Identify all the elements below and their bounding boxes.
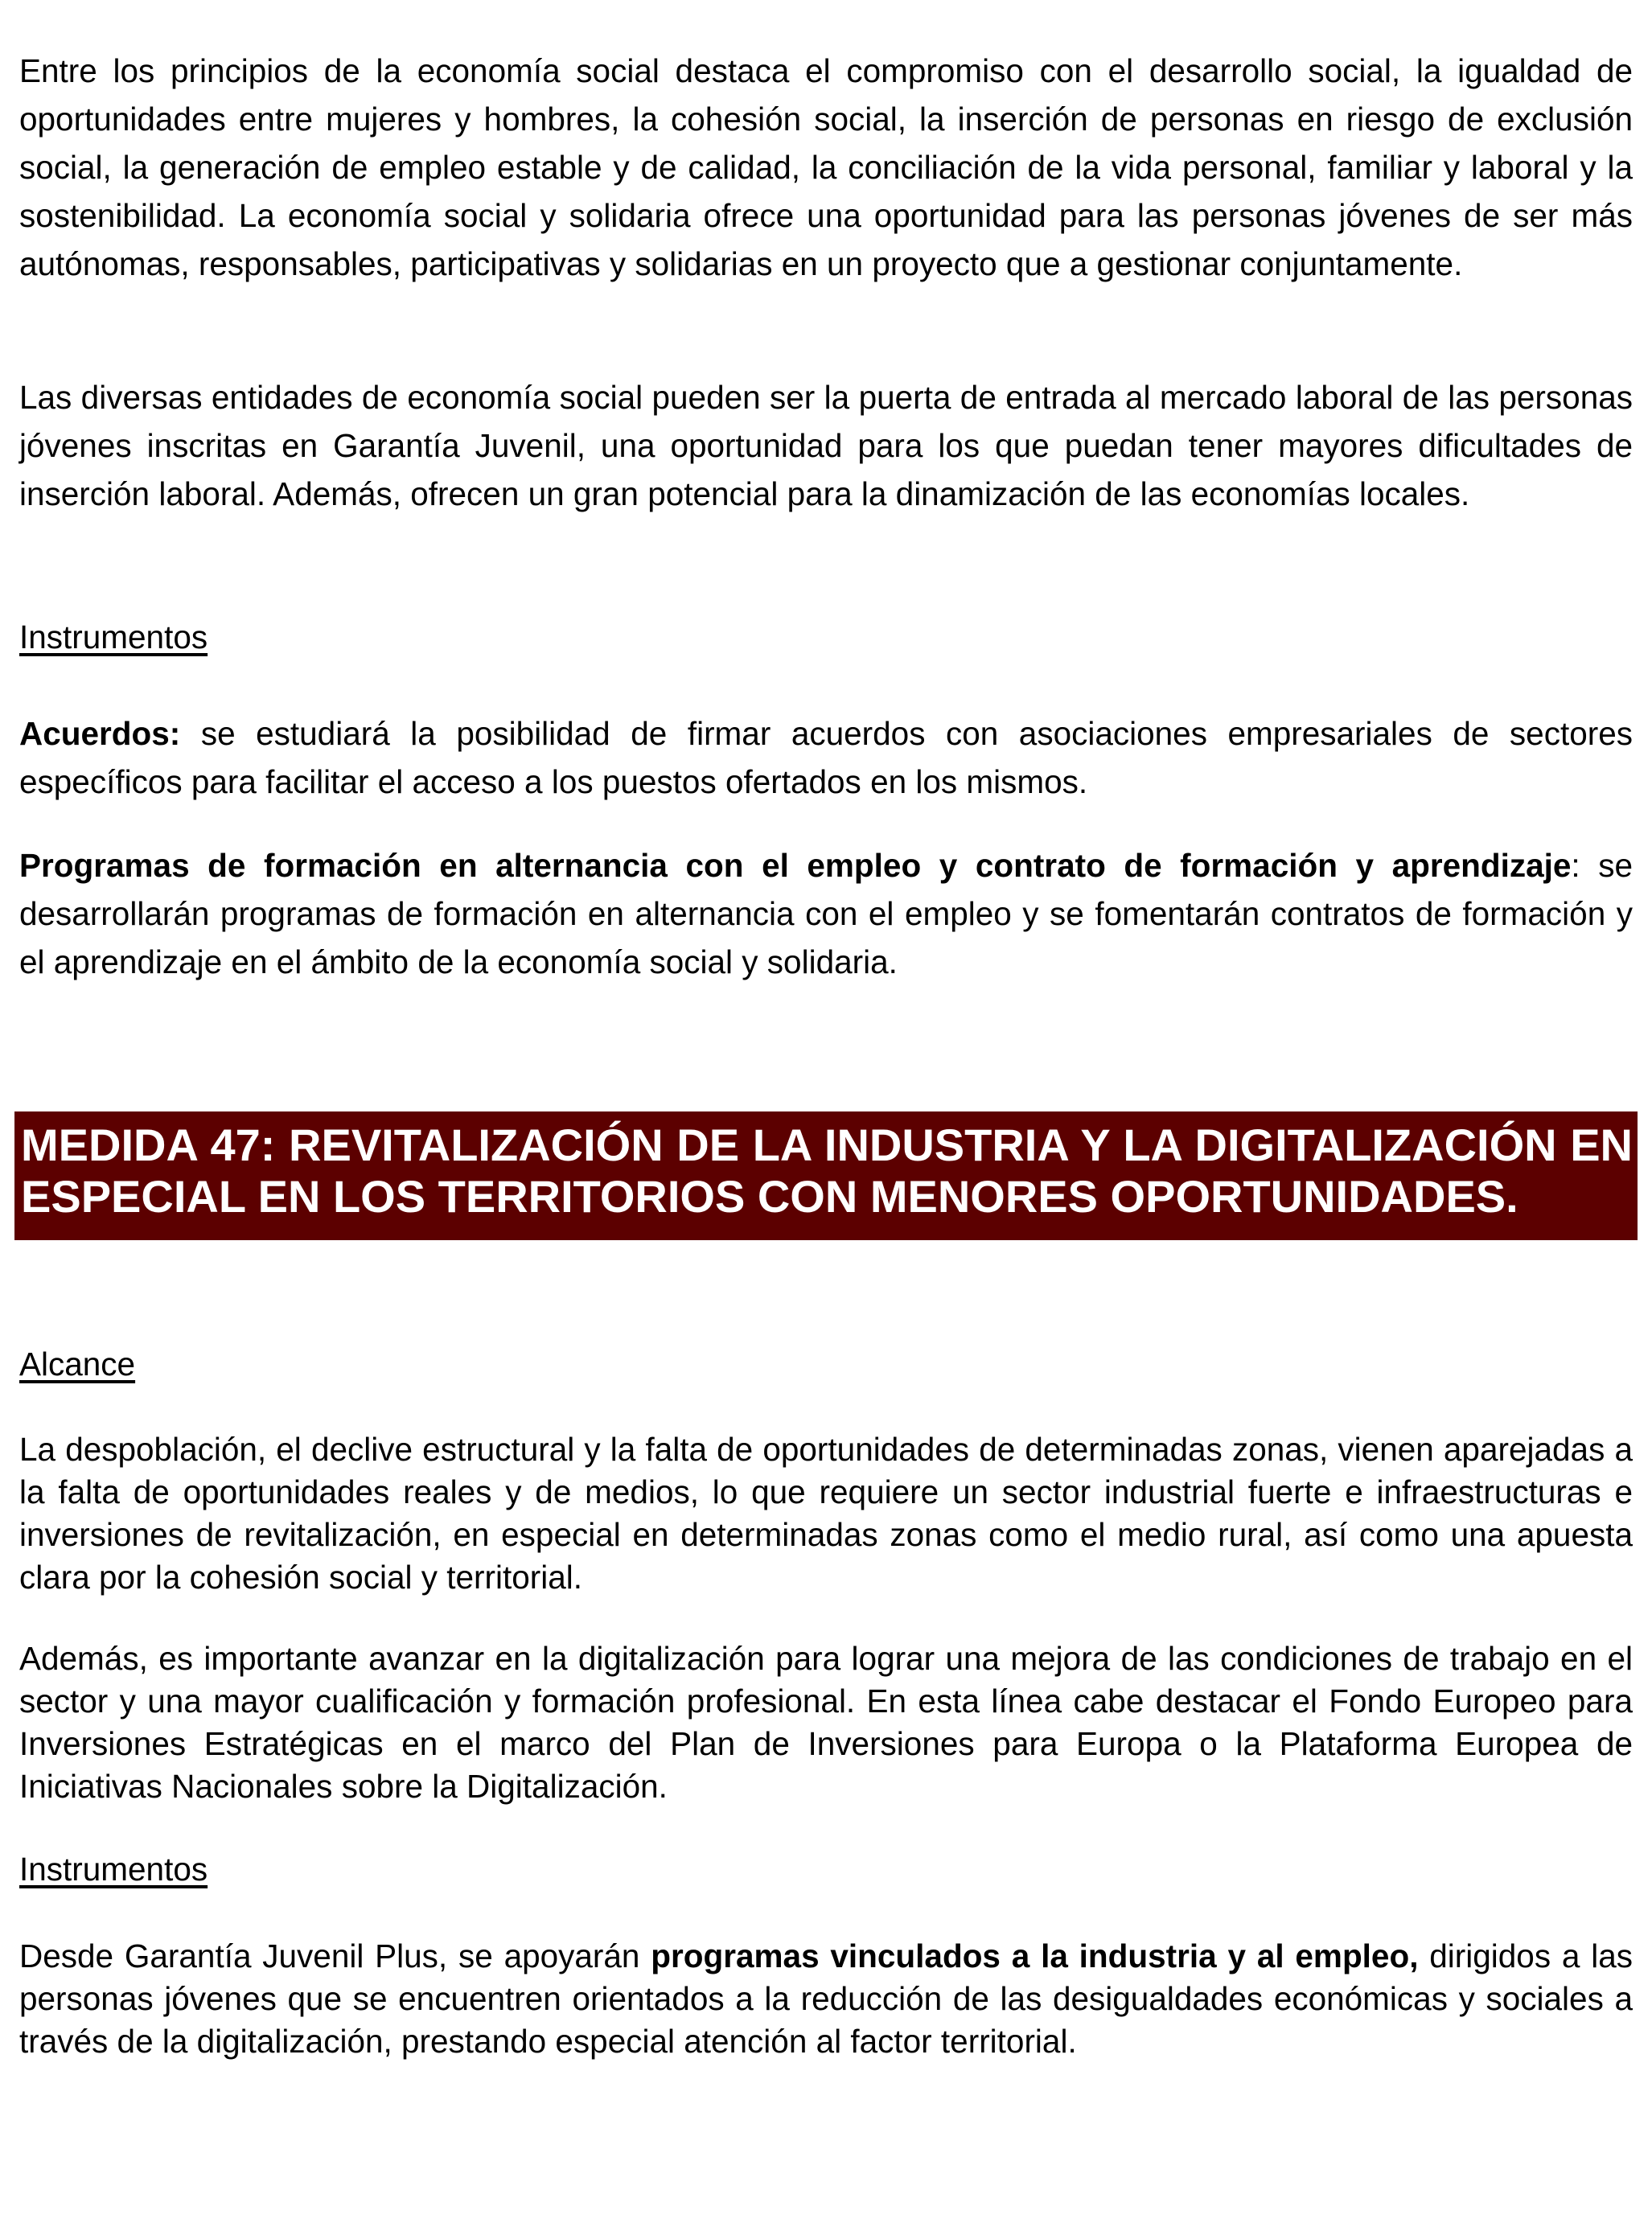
alcance-paragraph-1: La despoblación, el declive estructural y la falta de oportunidades de determinadas zonas, vienen aparejadas a la falta de oportunidades reales y de medios, lo que requiere un sector industrial fuerte e infraestructuras e inversiones de revitalización, en especial en determinadas zonas como el medio rural, así como una apuesta clara por la cohesión social y territorial. (19, 1431, 1633, 1596)
medida-banner (14, 1111, 1638, 1240)
programas-text: : se desarrollarán programas de formación en alternancia con el empleo y se fomentarán contratos de formación y el aprendizaje en el ámbito de la economía social y solidaria. (19, 847, 1634, 980)
alcance-heading: Alcance (19, 1346, 136, 1383)
acuerdos-paragraph (19, 709, 1633, 806)
instrumentos-heading-2: Instrumentos (19, 1851, 208, 1888)
programas-paragraph (19, 841, 1633, 986)
intro-paragraph-2: Las diversas entidades de economía social pueden ser la puerta de entrada al mercado laboral de las personas jóvenes inscritas en Garantía Juvenil, una oportunidad para los que puedan tener mayores dificultades de inserción laboral. Además, ofrecen un gran potencial para la dinamización de las economías locales. (19, 379, 1633, 512)
instrumentos-2-text-after: dirigidos a las personas jóvenes que se encuentren orientados a la reducción de las desigualdades económicas y sociales a través de la digitalización, prestando especial atención al factor territorial. (19, 1937, 1633, 2060)
acuerdos-text: se estudiará la posibilidad de firmar acuerdos con asociaciones empresariales de sectores específicos para facilitar el acceso a los puestos ofertados en los mismos. (19, 715, 1633, 800)
programas-label: Programas de formación en alternancia con el empleo y contrato de formación y aprendizaje (19, 847, 1572, 884)
intro-paragraph-1: Entre los principios de la economía social destaca el compromiso con el desarrollo social, la igualdad de oportunidades entre mujeres y hombres, la cohesión social, la inserción de personas en riesgo de exclusión social, la generación de empleo estable y de calidad, la conciliación de la vida personal, familiar y laboral y la sostenibilidad. La economía social y solidaria ofrece una oportunidad para las personas jóvenes de ser más autónomas, responsables, participativas y solidarias en un proyecto que a gestionar conjuntamente. (19, 52, 1633, 282)
instrumentos-heading-1: Instrumentos (19, 618, 208, 655)
instrumentos-2-text-bold: programas vinculados a la industria y al empleo, (651, 1937, 1419, 1974)
acuerdos-label: Acuerdos: (19, 715, 181, 752)
medida-title: MEDIDA 47: REVITALIZACIÓN DE LA INDUSTRIA Y LA DIGITALIZACIÓN EN ESPECIAL EN LOS TERRITORIOS CON MENORES OPORTUNIDADES. (21, 1120, 1633, 1222)
instrumentos-2-paragraph (19, 1935, 1633, 2063)
alcance-paragraph-2: Además, es importante avanzar en la digitalización para lograr una mejora de las condiciones de trabajo en el sector y una mayor cualificación y formación profesional. En esta línea cabe destacar el Fondo Europeo para Inversiones Estratégicas en el marco del Plan de Inversiones para Europa o la Plataforma Europea de Iniciativas Nacionales sobre la Digitalización. (19, 1640, 1633, 1805)
instrumentos-2-text-before: Desde Garantía Juvenil Plus, se apoyarán (19, 1937, 651, 1974)
